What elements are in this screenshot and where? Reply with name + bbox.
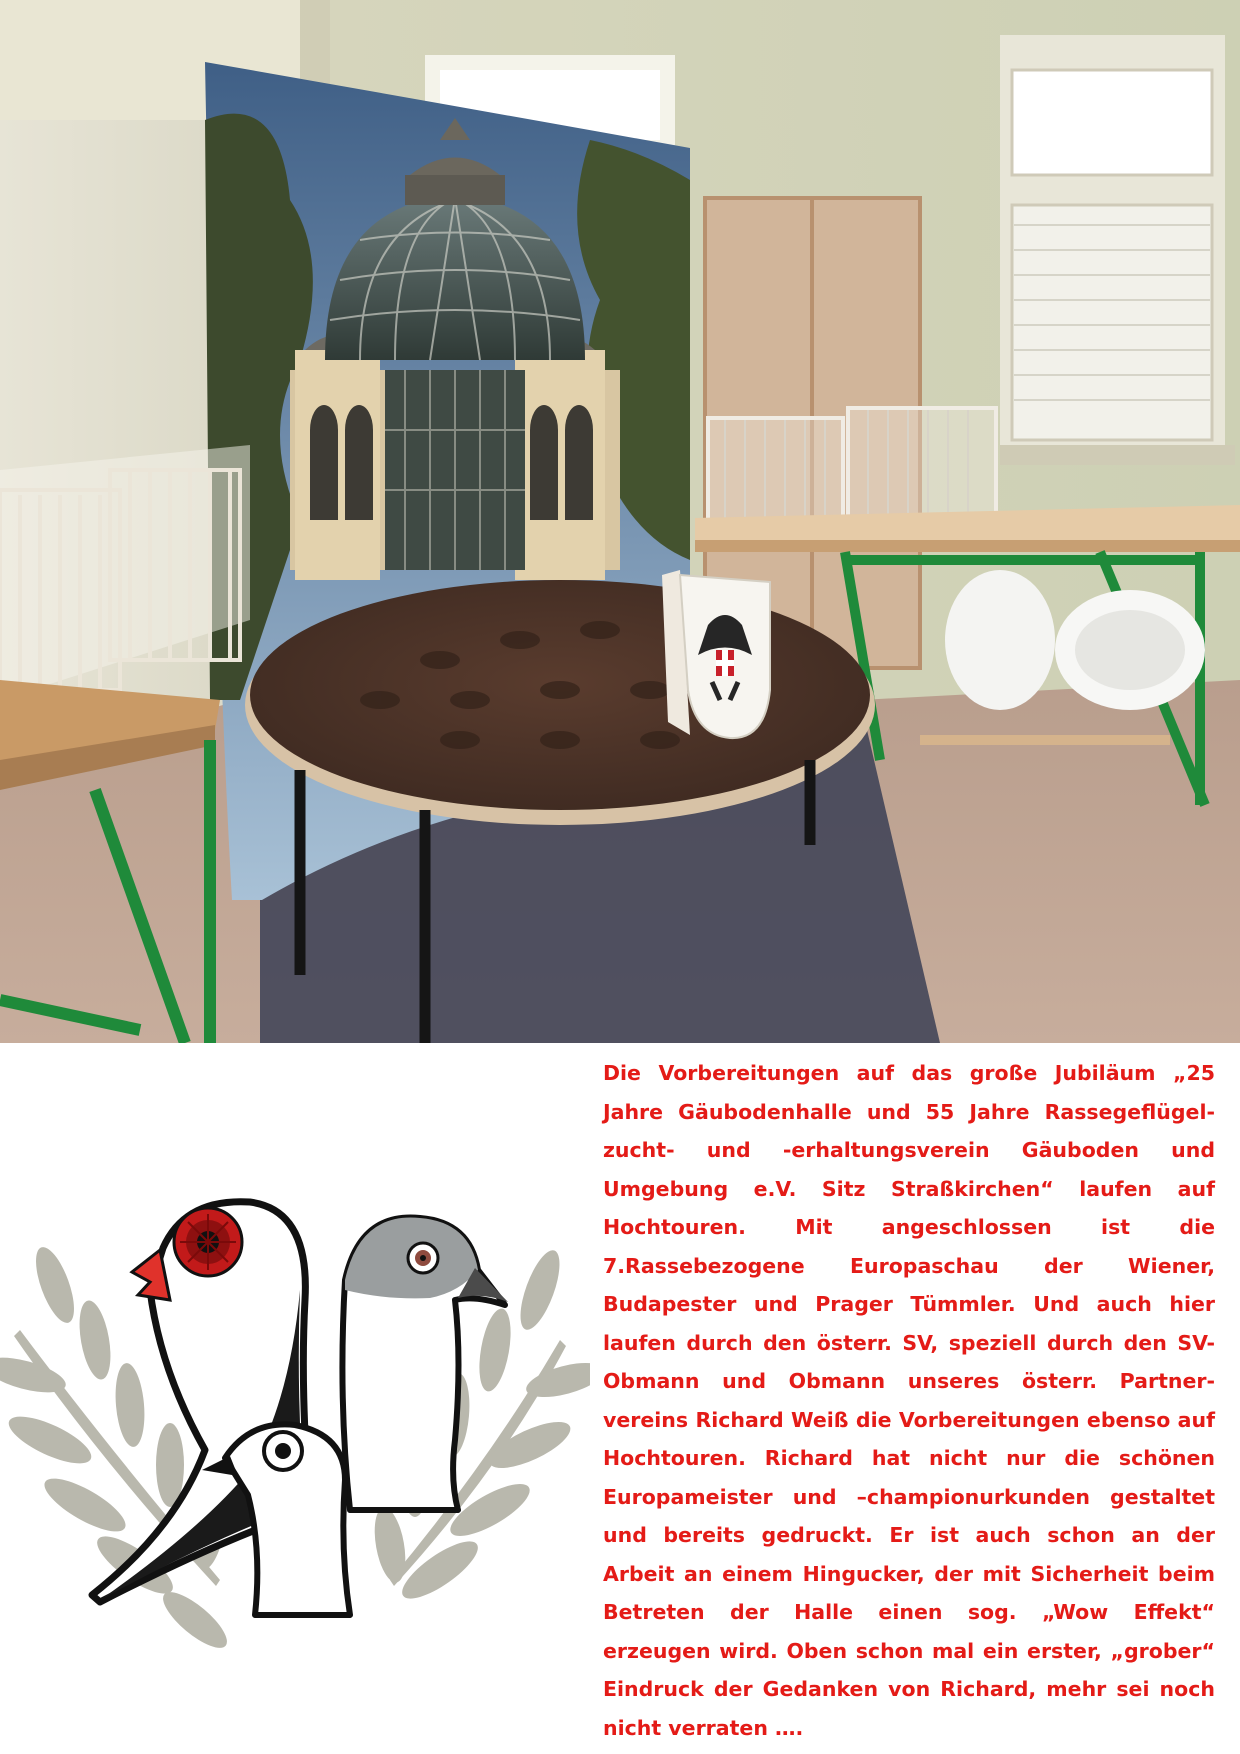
three-pigeons-laurel-logo xyxy=(0,1150,590,1710)
article-text: Die Vorbereitungen auf das große Jubiläum „25 Jahre Gäubodenhalle und 55 Jahre Rassegeflügel-zucht- und -erhaltungsverein Gäuboden und Umgebung e.V. Sitz Straßkirchen“ laufen auf Hochtouren. Mit angeschlossen ist die 7.Rassebezogene Europaschau der Wiener, Budapester und Prager Tümmler. Und auch hier laufen durch den österr. SV, speziell durch den SV-Obmann und Obmann unseres österr. Partner-vereins Richard Weiß die Vorbereitungen ebenso auf Hochtouren. Richard hat nicht nur die schönen Europameister und –championurkunden gestaltet und bereits gedruckt. Er ist auch schon an der Arbeit an einem Hingucker, der mit Sicherheit beim Betreten der Halle einen sog. „Wow Effekt“ erzeugen wird. Oben schon mal ein erster, „grober“ Eindruck der Gedanken von Richard, mehr sei noch nicht verraten …. xyxy=(603,1061,1215,1740)
coat-of-arms-stand xyxy=(662,570,770,738)
pigeon-logo xyxy=(0,1150,590,1710)
